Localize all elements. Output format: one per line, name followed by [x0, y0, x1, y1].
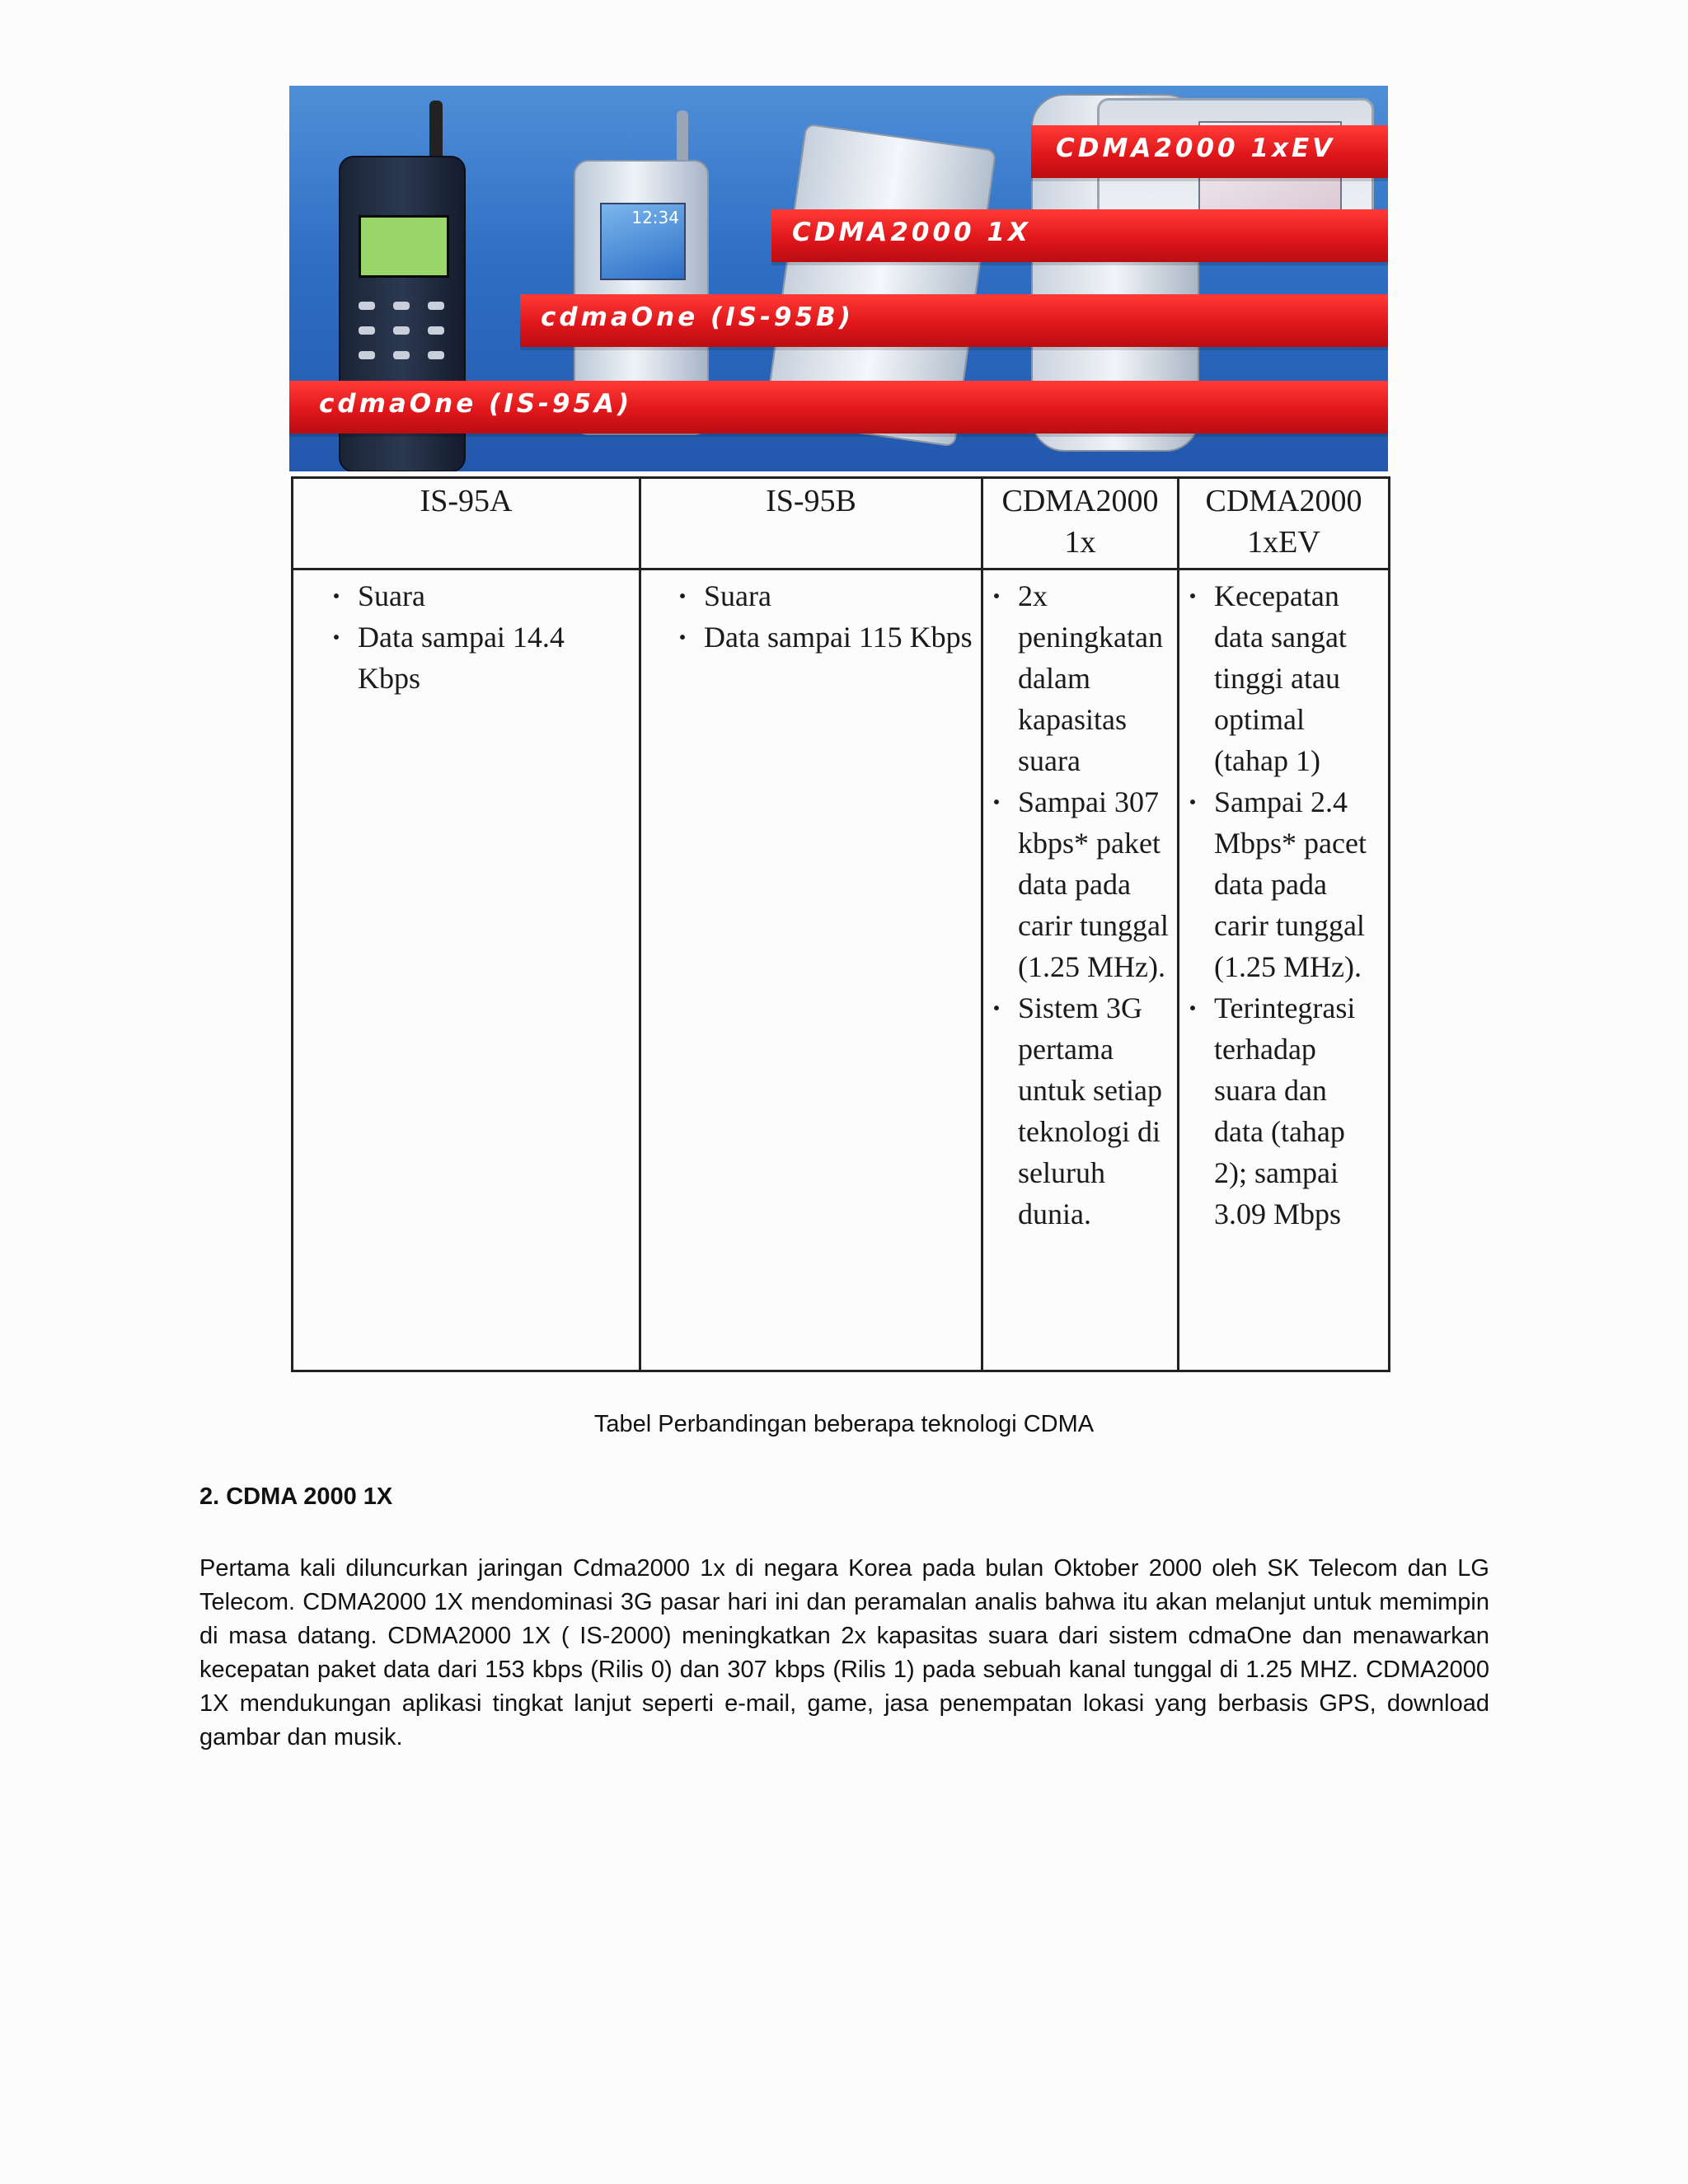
table-cell: [1179, 569, 1390, 1371]
list-item: · Sistem 3G pertama untuk setiap teknologi di seluruh dunia.: [1018, 987, 1172, 1235]
band-label: CDMA2000 1xEV: [1056, 134, 1336, 163]
cdma-banner-image: [289, 86, 1388, 471]
table-header-row: [293, 478, 1390, 569]
list-item: · Sampai 307 kbps* paket data pada carir tunggal (1.25 MHz).: [1018, 781, 1172, 987]
table-caption: Tabel Perbandingan beberapa teknologi CDMA: [593, 1411, 1095, 1437]
table-cell: [640, 569, 982, 1371]
band-cdma2000-1x: [771, 209, 1388, 262]
list-item: · Terintegrasi terhadap suara dan data (tahap 2); sampai 3.09 Mbps: [1214, 987, 1383, 1235]
band-cdmaone-is95a: [289, 381, 1388, 434]
phone-screen-time: 12:34: [631, 208, 679, 227]
list-item: · Kecepatan data sangat tinggi atau optimal (tahap 1): [1214, 575, 1383, 781]
section-heading: 2. CDMA 2000 1X: [199, 1483, 393, 1510]
band-label: cdmaOne (IS-95A): [319, 389, 633, 419]
section-paragraph: Pertama kali diluncurkan jaringan Cdma2000 1x di negara Korea pada bulan Oktober 2000 oleh SK Telecom dan LG Telecom. CDMA2000 1X mendominasi 3G pasar hari ini dan peramalan analis bahwa itu akan melanjut untuk memimpin di masa datang. CDMA2000 1X ( IS-2000) meningkatkan 2x kapasitas suara dari sistem cdmaOne dan menawarkan kecepatan paket data dari 153 kbps (Rilis 0) dan 307 kbps (Rilis 1) pada sebuah kanal tunggal di 1.25 MHZ. CDMA2000 1X mendukungan aplikasi tingkat lanjut seperti e-mail, game, jasa penempatan lokasi yang berbasis GPS, download gambar dan musik.: [199, 1555, 1489, 1750]
phone-screen: [600, 203, 686, 280]
band-label: CDMA2000 1X: [792, 218, 1031, 247]
band-label: cdmaOne (IS-95B): [541, 302, 854, 332]
cdma-comparison-table: [291, 476, 1390, 1372]
column-header: IS-95A: [293, 478, 640, 569]
column-header: CDMA2000 1x: [982, 478, 1179, 569]
list-item: · Suara: [358, 575, 634, 616]
column-header: CDMA2000 1xEV: [1179, 478, 1390, 569]
list-item: · 2x peningkatan dalam kapasitas suara: [1018, 575, 1172, 781]
list-item: · Sampai 2.4 Mbps* pacet data pada carir tunggal (1.25 MHz).: [1214, 781, 1383, 987]
table-row: [293, 569, 1390, 1371]
table-cell: [293, 569, 640, 1371]
list-item: · Data sampai 115 Kbps: [704, 616, 976, 658]
column-header: IS-95B: [640, 478, 982, 569]
phone-screen: [359, 215, 449, 278]
list-item: · Suara: [704, 575, 976, 616]
list-item: · Data sampai 14.4 Kbps: [358, 616, 634, 699]
table-cell: [982, 569, 1179, 1371]
band-cdmaone-is95b: [520, 294, 1388, 347]
band-cdma2000-1xev: [1031, 125, 1388, 178]
